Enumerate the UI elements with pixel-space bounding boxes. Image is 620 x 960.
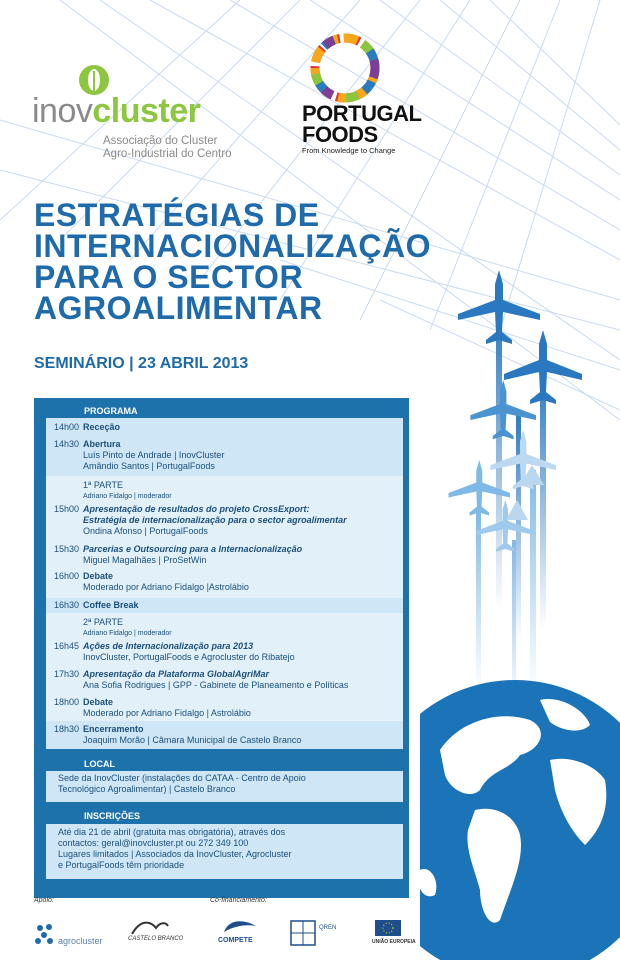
time-label: 16h00 — [54, 571, 80, 581]
local-heading: LOCAL — [84, 759, 115, 769]
row-title: Ações de Internacionalização para 2013 — [83, 641, 254, 651]
compete-logo: COMPETE — [218, 937, 253, 944]
compete-emblem-icon — [220, 918, 260, 934]
agrocluster-logo: agrocluster — [58, 936, 103, 946]
logo-text-a: inov — [32, 92, 93, 130]
insc-line2: contactos: geral@inovcluster.pt ou 272 349 100 — [58, 838, 249, 848]
program-block-part1 — [46, 476, 403, 598]
program-block-coffee — [46, 598, 403, 613]
row-title: Receção — [83, 422, 121, 432]
insc-line3: Lugares limitados | Associados da InovCluster, Agrocluster — [58, 849, 292, 859]
time-label: 16h30 — [54, 600, 80, 610]
time-label: 18h30 — [54, 724, 80, 734]
logo-text-b: cluster — [92, 92, 201, 130]
row-title: Parcerias e Outsourcing para a Internacionalização — [83, 544, 303, 554]
uniao-europeia-logo: UNIÃO EUROPEIA — [372, 939, 416, 945]
row-line: Miguel Magalhães | ProSetWin — [83, 555, 207, 565]
row-title: Coffee Break — [83, 600, 139, 610]
portugalfoods-logo — [302, 103, 421, 145]
title-line3: PARA O SECTOR — [34, 259, 304, 295]
portugalfoods-ring-icon — [305, 28, 385, 108]
event-date: SEMINÁRIO | 23 ABRIL 2013 — [34, 355, 249, 372]
time-label: 14h00 — [54, 422, 80, 432]
programa-heading: PROGRAMA — [84, 406, 138, 416]
row-line: Ondina Afonso | PortugalFoods — [83, 526, 208, 536]
program-block-closing — [46, 721, 403, 749]
row-line: Ana Sofia Rodrigues | GPP - Gabinete de Planeamento e Políticas — [83, 680, 349, 690]
row-line: Joaquim Morão | Câmara Municipal de Castelo Branco — [83, 735, 302, 745]
time-label: 15h00 — [54, 504, 80, 514]
part-label: 1ª PARTE — [83, 480, 124, 490]
qren-logo: QREN — [319, 925, 337, 931]
part-moderator: Adriano Fidalgo | moderador — [83, 493, 172, 500]
row-line: Moderado por Adriano Fidalgo | Astrolábio — [83, 708, 251, 718]
inovcluster-subtitle — [103, 135, 231, 161]
inovcluster-logo — [32, 92, 200, 131]
page-title — [34, 197, 454, 326]
local-line2: Tecnológico Agroalimentar) | Castelo Branco — [58, 784, 236, 794]
castelo-branco-logo: CASTELO BRANCO — [128, 936, 184, 942]
time-label: 16h45 — [54, 641, 80, 651]
inov-sub-line1: Associação do Cluster — [103, 135, 218, 147]
row-title: Apresentação da Plataforma GlobalAgriMar — [83, 669, 270, 679]
pf-line2: FOODS — [302, 122, 378, 147]
agrocluster-logo-icon — [34, 922, 56, 948]
row-title: Estratégia de internacionalização para o sector agroalimentar — [83, 515, 347, 525]
program-block-opening — [46, 418, 403, 476]
planes-globe-illustration — [420, 270, 620, 960]
insc-line1: Até dia 21 de abril (gratuita mas obrigatória), através dos — [58, 827, 286, 837]
apoio-label: Apoio: — [34, 897, 54, 904]
row-line: InovCluster, PortugalFoods e Agrocluster do Ribatejo — [83, 652, 295, 662]
row-title: Abertura — [83, 439, 121, 449]
row-title: Debate — [83, 571, 114, 581]
title-line1: ESTRATÉGIAS DE — [34, 197, 320, 233]
time-label: 18h00 — [54, 697, 80, 707]
portugalfoods-tagline: From Knowledge to Change — [302, 146, 396, 155]
title-line2: INTERNACIONALIZAÇÃO — [34, 228, 432, 264]
row-title: Apresentação de resultados do projeto CrossExport: — [83, 504, 310, 514]
cofinanciamento-label: Co-financiamento: — [210, 897, 267, 904]
row-line: Luís Pinto de Andrade | InovCluster — [83, 450, 225, 460]
time-label: 14h30 — [54, 439, 80, 449]
row-line: Moderado por Adriano Fidalgo |Astrolábio — [83, 582, 249, 592]
title-line4: AGROALIMENTAR — [34, 290, 323, 326]
row-line: Amândio Santos | PortugalFoods — [83, 461, 215, 471]
row-title: Debate — [83, 697, 114, 707]
eu-flag-icon — [375, 920, 401, 936]
qren-emblem-icon — [290, 920, 316, 946]
inscricoes-box — [46, 824, 403, 879]
program-block-part2 — [46, 613, 403, 721]
part-label: 2ª PARTE — [83, 617, 124, 627]
castelo-branco-emblem-icon — [130, 918, 170, 936]
time-label: 15h30 — [54, 544, 80, 554]
inscricoes-heading: INSCRIÇÕES — [84, 811, 141, 821]
inov-sub-line2: Agro-Industrial do Centro — [103, 148, 232, 160]
plane-icon — [458, 270, 540, 344]
part-moderator: Adriano Fidalgo | moderador — [83, 630, 172, 637]
insc-line4: e PortugalFoods têm prioridade — [58, 860, 185, 870]
local-box — [46, 771, 403, 802]
local-line1: Sede da InovCluster (instalações do CATAA - Centro de Apoio — [58, 773, 306, 783]
pf-line1: PORTUGAL — [302, 101, 422, 126]
time-label: 17h30 — [54, 669, 80, 679]
row-title: Encerramento — [83, 724, 144, 734]
